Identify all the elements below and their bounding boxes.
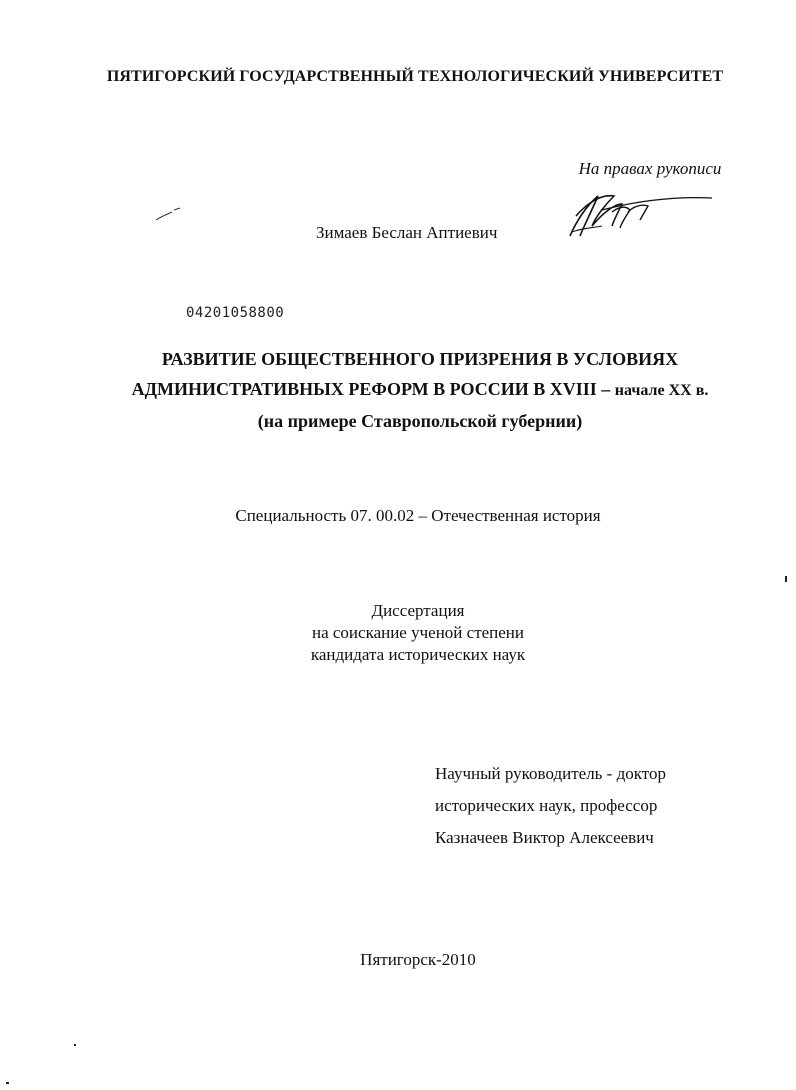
supervisor-line-2: исторических наук, профессор <box>435 796 658 815</box>
degree-statement <box>0 600 796 666</box>
title-line-2-main: АДМИНИСТРАТИВНЫХ РЕФОРМ В РОССИИ В XVIII – <box>131 379 615 399</box>
supervisor-line-1: Научный руководитель - доктор <box>435 764 666 783</box>
catalog-number: 04201058800 <box>186 305 285 321</box>
title-line-2-tail: начале XX в. <box>614 382 709 399</box>
title-line-2 <box>0 374 796 406</box>
title-line-3: (на примере Ставропольской губернии) <box>257 411 583 431</box>
degree-line-1: Диссертация <box>371 601 465 620</box>
supervisor-line-3: Казначеев Виктор Алексеевич <box>435 828 654 847</box>
degree-line-3: кандидата исторических наук <box>310 645 526 664</box>
manuscript-note: На правах рукописи <box>578 159 722 178</box>
university-name: ПЯТИГОРСКИЙ ГОСУДАРСТВЕННЫЙ ТЕХНОЛОГИЧЕСКИЙ УНИВЕРСИТЕТ <box>106 68 724 85</box>
scientific-supervisor <box>435 758 666 854</box>
dissertation-title <box>0 344 796 436</box>
title-line-1: РАЗВИТИЕ ОБЩЕСТВЕННОГО ПРИЗРЕНИЯ В УСЛОВИЯХ <box>161 349 679 369</box>
scan-speck <box>6 1082 9 1084</box>
specialty: Специальность 07. 00.02 – Отечественная история <box>235 506 601 525</box>
city-year: Пятигорск-2010 <box>360 950 476 969</box>
scan-speck <box>785 576 787 582</box>
scan-speck <box>74 1044 76 1046</box>
stray-pen-mark <box>154 204 184 224</box>
degree-line-2: на соискание ученой степени <box>311 623 525 642</box>
author-name: Зимаев Беслан Аптиевич <box>316 223 498 242</box>
handwritten-signature <box>562 182 722 242</box>
